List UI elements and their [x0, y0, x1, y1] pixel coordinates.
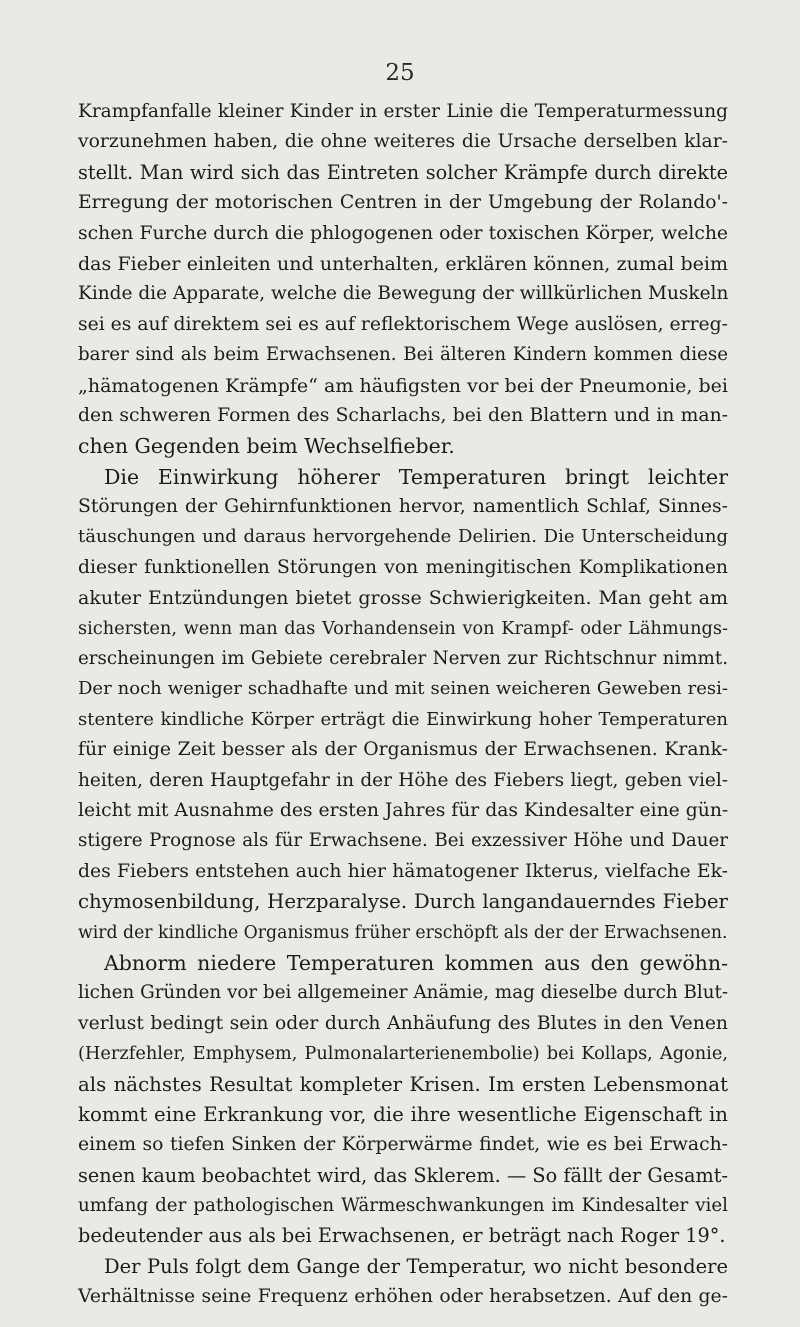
- text-line: bedeutender aus als bei Erwachsenen, er beträgt nach Roger 19°.: [78, 1224, 726, 1248]
- text-line: Die Einwirkung höherer Temperaturen bringt leichter: [104, 464, 728, 489]
- text-line: für einige Zeit besser als der Organismus der Erwachsenen. Krank-: [78, 739, 728, 761]
- text-line: umfang der pathologischen Wärmeschwankungen im Kindesalter viel: [78, 1195, 728, 1217]
- text-line: des Fiebers entstehen auch hier hämatogener Ikterus, vielfache Ek-: [78, 860, 728, 882]
- text-line: dieser funktionellen Störungen von meningitischen Komplikationen: [78, 556, 728, 578]
- text-line: barer sind als beim Erwachsenen. Bei älteren Kindern kommen diese: [78, 344, 728, 366]
- text-line: akuter Entzündungen bietet grosse Schwierigkeiten. Man geht am: [78, 587, 728, 610]
- text-line: chymosenbildung, Herzparalyse. Durch langandauerndes Fieber: [78, 890, 728, 914]
- text-line: Verhältnisse seine Frequenz erhöhen oder herabsetzen. Auf den ge-: [78, 1286, 728, 1308]
- text-line: stellt. Man wird sich das Eintreten solcher Krämpfe durch direkte: [78, 160, 728, 184]
- text-line: Der Puls folgt dem Gange der Temperatur, wo nicht besondere: [104, 1254, 728, 1278]
- text-line: Kinde die Apparate, welche die Bewegung der willkürlichen Muskeln: [78, 283, 729, 305]
- text-line: als nächstes Resultat kompleter Krisen. Im ersten Lebensmonat: [78, 1072, 728, 1096]
- text-line: erscheinungen im Gebiete cerebraler Nerven zur Richtschnur nimmt.: [78, 648, 728, 670]
- text-line: Der noch weniger schadhafte und mit seinen weicheren Geweben resi-: [78, 678, 728, 700]
- text-line: chen Gegenden beim Wechselfieber.: [78, 434, 455, 459]
- text-line: sei es auf direktem sei es auf reflektorischem Wege auslösen, erreg-: [78, 313, 728, 335]
- text-line: Störungen der Gehirnfunktionen hervor, namentlich Schlaf, Sinnes-: [78, 496, 728, 518]
- text-line: heiten, deren Hauptgefahr in der Höhe des Fiebers liegt, geben viel-: [78, 769, 728, 791]
- text-line: Krampfanfalle kleiner Kinder in erster Linie die Temperaturmessung: [78, 101, 728, 122]
- text-line: vorzunehmen haben, die ohne weiteres die Ursache derselben klar-: [78, 131, 728, 153]
- text-line: den schweren Formen des Scharlachs, bei den Blattern und in man-: [78, 404, 728, 426]
- text-line: stentere kindliche Körper erträgt die Einwirkung hoher Temperaturen: [78, 708, 728, 730]
- text-line: „hämatogenen Krämpfe“ am häufigsten vor bei der Pneumonie, bei: [78, 374, 728, 397]
- text-line: lichen Gründen vor bei allgemeiner Anämie, mag dieselbe durch Blut-: [78, 982, 728, 1004]
- text-line: stigere Prognose als für Erwachsene. Bei exzessiver Höhe und Dauer: [78, 830, 728, 852]
- text-line: das Fieber einleiten und unterhalten, erklären können, zumal beim: [78, 252, 728, 275]
- page-number: 25: [385, 60, 415, 86]
- text-line: leicht mit Ausnahme des ersten Jahres für das Kindesalter eine gün-: [78, 799, 729, 821]
- text-line: schen Furche durch die phlogogenen oder toxischen Körper, welche: [78, 222, 728, 244]
- text-line: verlust bedingt sein oder durch Anhäufung des Blutes in den Venen: [78, 1012, 728, 1034]
- text-line: sichersten, wenn man das Vorhandensein von Krampf- oder Lähmungs-: [78, 618, 728, 639]
- body-text: [78, 97, 728, 1313]
- text-line: Erregung der motorischen Centren in der Umgebung der Rolando'-: [78, 192, 728, 214]
- text-line: senen kaum beobachtet wird, das Sklerem. — So fällt der Gesamt-: [78, 1163, 728, 1187]
- text-line: Abnorm niedere Temperaturen kommen aus den gewöhn-: [104, 950, 728, 975]
- text-line: wird der kindliche Organismus früher erschöpft als der der Erwachsenen.: [78, 922, 728, 943]
- text-line: täuschungen und daraus hervorgehende Delirien. Die Unterscheidung: [78, 526, 728, 548]
- text-line: einem so tiefen Sinken der Körperwärme findet, wie es bei Erwach-: [78, 1134, 728, 1156]
- text-line: kommt eine Erkrankung vor, die ihre wesentliche Eigenschaft in: [78, 1102, 728, 1126]
- text-line: (Herzfehler, Emphysem, Pulmonalarterienembolie) bei Kollaps, Agonie,: [78, 1044, 728, 1065]
